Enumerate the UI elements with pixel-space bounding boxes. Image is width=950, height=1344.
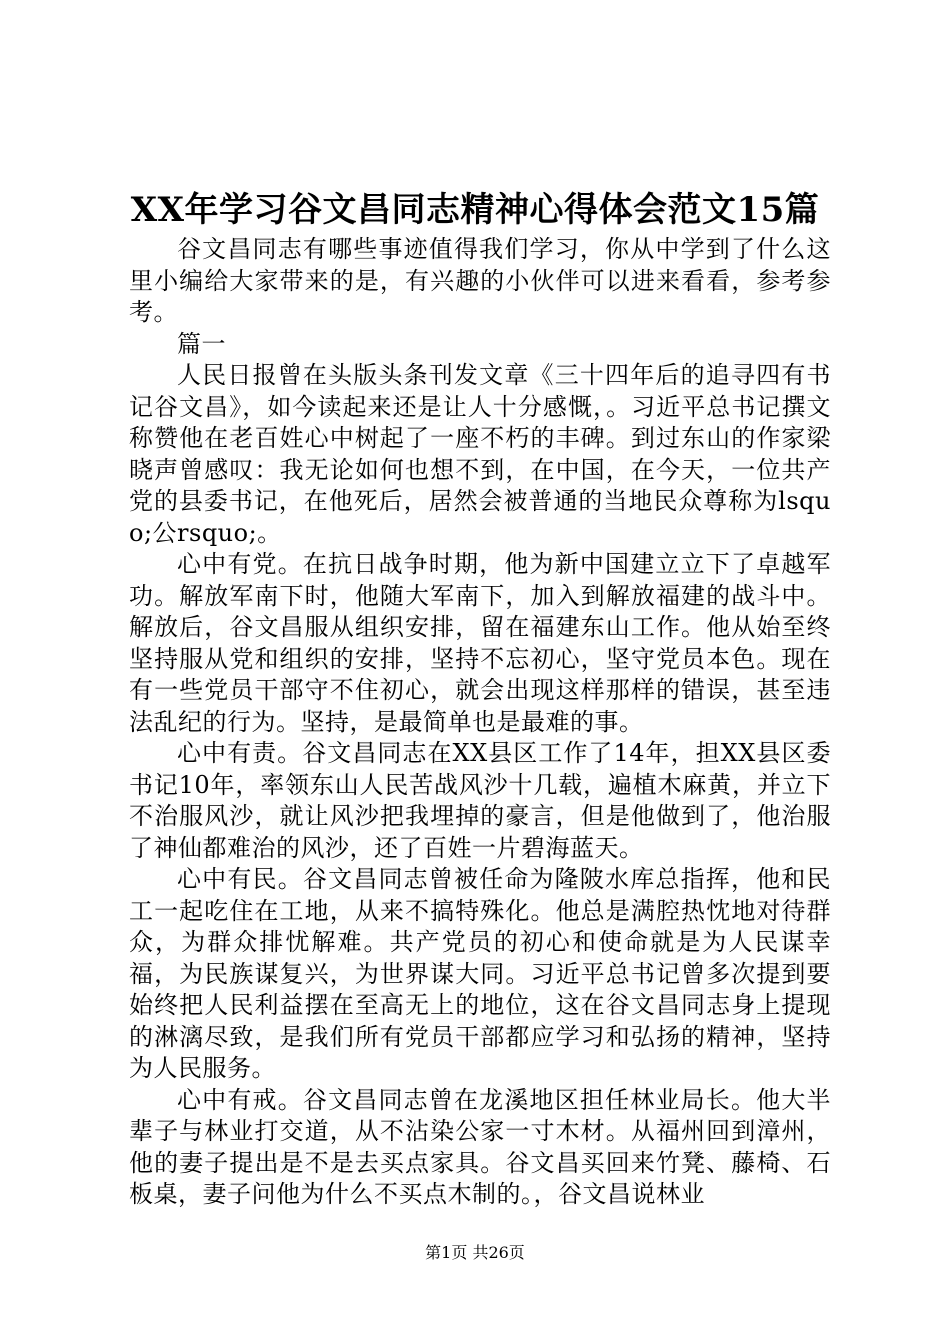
paragraph-heart-people: 心中有民。谷文昌同志曾被任命为隆陂水库总指挥，他和民工一起吃住在工地，从来不搞特殊化。他总是满腔热忱地对待群众，为群众排忧解难。共产党员的初心和使命就是为人民谋幸福，为民族谋复兴，为世界谋大同。习近平总书记曾多次提到要始终把人民利益摆在至高无上的地位，这在谷文昌同志身上提现的淋漓尽致，是我们所有党员干部都应学习和弘扬的精神，坚持为人民服务。 — [129, 865, 831, 1082]
document-body — [129, 234, 831, 1211]
paragraph-heart-party: 心中有党。在抗日战争时期，他为新中国建立立下了卓越军功。解放军南下时，他随大军南下，加入到解放福建的战斗中。解放后，谷文昌服从组织安排，留在福建东山工作。他从始至终坚持服从党和组织的安排，坚持不忘初心，坚守党员本色。现在有一些党员干部守不住初心，就会出现这样那样的错误，甚至违法乱纪的行为。坚持，是最简单也是最难的事。 — [129, 550, 831, 736]
paragraph-heart-discipline: 心中有戒。谷文昌同志曾在龙溪地区担任林业局长。他大半辈子与林业打交道，从不沾染公家一寸木材。从福州回到漳州，他的妻子提出是不是去买点家具。谷文昌买回来竹凳、藤椅、石板桌，妻子问他为什么不买点木制的。，谷文昌说林业 — [129, 1085, 831, 1208]
document-title: XX年学习谷文昌同志精神心得体会范文15篇 — [130, 190, 820, 230]
paragraph-section-heading: 篇一 — [177, 329, 226, 358]
paragraph-people-daily: 人民日报曾在头版头条刊发文章《三十四年后的追寻四有书记谷文昌》，如今读起来还是让人十分感慨，。习近平总书记撰文称赞他在老百姓心中树起了一座不朽的丰碑。到过东山的作家梁晓声曾感叹：我无论如何也想不到，在中国，在今天，一位共产党的县委书记，在他死后，居然会被普通的当地民众尊称为lsquo;公rsquo;。 — [129, 361, 831, 547]
paragraph-intro: 谷文昌同志有哪些事迹值得我们学习，你从中学到了什么这里小编给大家带来的是，有兴趣的小伙伴可以进来看看，参考参考。 — [129, 235, 831, 326]
paragraph-heart-duty: 心中有责。谷文昌同志在XX县区工作了14年，担XX县区委书记10年，率领东山人民苦战风沙十几载，遍植木麻黄，并立下不治服风沙，就让风沙把我埋掉的豪言，但是他做到了，他治服了神仙都难治的风沙，还了百姓一片碧海蓝天。 — [129, 739, 831, 862]
page-footer: 第1页 共26页 — [425, 1243, 525, 1262]
